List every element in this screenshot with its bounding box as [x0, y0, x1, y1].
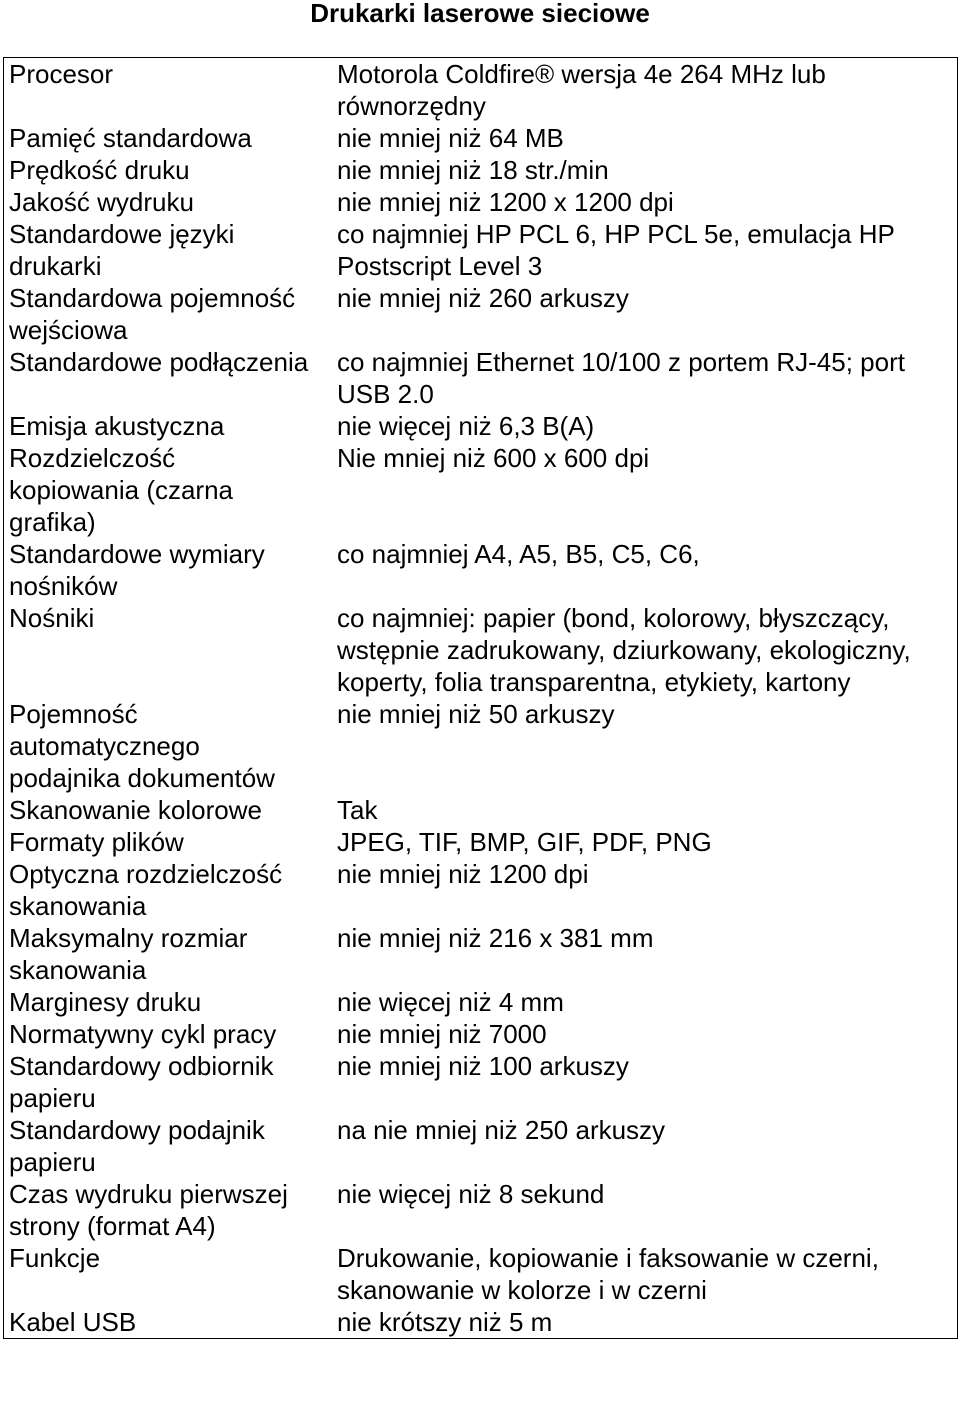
spec-value: co najmniej: papier (bond, kolorowy, błyszczący, wstępnie zadrukowany, dziurkowany, ekologiczny, koperty, folia transparentna, etykiety, kartony [337, 603, 911, 697]
spec-value: JPEG, TIF, BMP, GIF, PDF, PNG [337, 827, 712, 857]
spec-value: nie więcej niż 4 mm [337, 987, 564, 1017]
spec-row [4, 122, 958, 154]
spec-label: Standardowe podłączenia [9, 347, 309, 377]
spec-label: Nośniki [9, 603, 95, 633]
spec-row [4, 698, 958, 794]
spec-row [4, 1178, 958, 1242]
spec-label: Maksymalny rozmiar skanowania [9, 923, 248, 985]
spec-label: Standardowy podajnik papieru [9, 1115, 265, 1177]
spec-label: Standardowe wymiary nośników [9, 539, 265, 601]
spec-value: Motorola Coldfire® wersja 4e 264 MHz lub równorzędny [337, 59, 826, 121]
spec-value: nie mniej niż 1200 x 1200 dpi [337, 187, 674, 217]
spec-label: Kabel USB [9, 1307, 137, 1337]
spec-value: nie mniej niż 260 arkuszy [337, 283, 629, 313]
spec-value: nie mniej niż 7000 [337, 1019, 547, 1049]
spec-value: Nie mniej niż 600 x 600 dpi [337, 443, 650, 473]
spec-label: Pamięć standardowa [9, 123, 252, 153]
spec-row [4, 186, 958, 218]
spec-label: Standardowy odbiornik papieru [9, 1051, 274, 1113]
spec-value: nie mniej niż 50 arkuszy [337, 699, 615, 729]
spec-row [4, 346, 958, 410]
spec-label: Standardowe języki drukarki [9, 219, 235, 281]
spec-row [4, 58, 958, 123]
spec-row [4, 410, 958, 442]
spec-label: Pojemność automatycznego podajnika dokumentów [9, 699, 275, 793]
spec-value: nie mniej niż 1200 dpi [337, 859, 589, 889]
spec-label: Funkcje [9, 1243, 101, 1273]
spec-row [4, 1306, 958, 1339]
spec-label: Czas wydruku pierwszej strony (format A4) [9, 1179, 288, 1241]
spec-value: nie mniej niż 64 MB [337, 123, 564, 153]
document-title: Drukarki laserowe sieciowe [310, 0, 650, 28]
spec-row [4, 1050, 958, 1114]
spec-label: Skanowanie kolorowe [9, 795, 262, 825]
spec-row [4, 1114, 958, 1178]
spec-row [4, 794, 958, 826]
spec-row [4, 602, 958, 698]
spec-row [4, 826, 958, 858]
spec-value: Tak [337, 795, 378, 825]
spec-value: nie więcej niż 6,3 B(A) [337, 411, 595, 441]
spec-label: Emisja akustyczna [9, 411, 225, 441]
spec-label: Rozdzielczość kopiowania (czarna grafika) [9, 443, 234, 537]
spec-row [4, 858, 958, 922]
spec-row [4, 1242, 958, 1306]
spec-row [4, 442, 958, 538]
spec-value: Drukowanie, kopiowanie i faksowanie w czerni, skanowanie w kolorze i w czerni [337, 1243, 879, 1305]
spec-table-body [4, 58, 958, 1339]
spec-value: co najmniej HP PCL 6, HP PCL 5e, emulacja HP Postscript Level 3 [337, 219, 895, 281]
spec-value: co najmniej Ethernet 10/100 z portem RJ-45; port USB 2.0 [337, 347, 905, 409]
spec-label: Procesor [9, 59, 114, 89]
spec-row [4, 538, 958, 602]
spec-value: nie mniej niż 100 arkuszy [337, 1051, 629, 1081]
spec-value: nie krótszy niż 5 m [337, 1307, 553, 1337]
spec-label: Marginesy druku [9, 987, 202, 1017]
spec-row [4, 986, 958, 1018]
spec-value: co najmniej A4, A5, B5, C5, C6, [337, 539, 700, 569]
spec-label: Optyczna rozdzielczość skanowania [9, 859, 283, 921]
spec-row [4, 218, 958, 282]
spec-value: na nie mniej niż 250 arkuszy [337, 1115, 666, 1145]
spec-value: nie więcej niż 8 sekund [337, 1179, 605, 1209]
spec-row [4, 282, 958, 346]
spec-label: Formaty plików [9, 827, 184, 857]
spec-label: Jakość wydruku [9, 187, 194, 217]
spec-row [4, 154, 958, 186]
spec-value: nie mniej niż 216 x 381 mm [337, 923, 654, 953]
spec-row [4, 1018, 958, 1050]
spec-label: Standardowa pojemność wejściowa [9, 283, 296, 345]
spec-table [3, 57, 958, 1339]
spec-row [4, 922, 958, 986]
spec-value: nie mniej niż 18 str./min [337, 155, 609, 185]
spec-label: Normatywny cykl pracy [9, 1019, 277, 1049]
spec-label: Prędkość druku [9, 155, 190, 185]
